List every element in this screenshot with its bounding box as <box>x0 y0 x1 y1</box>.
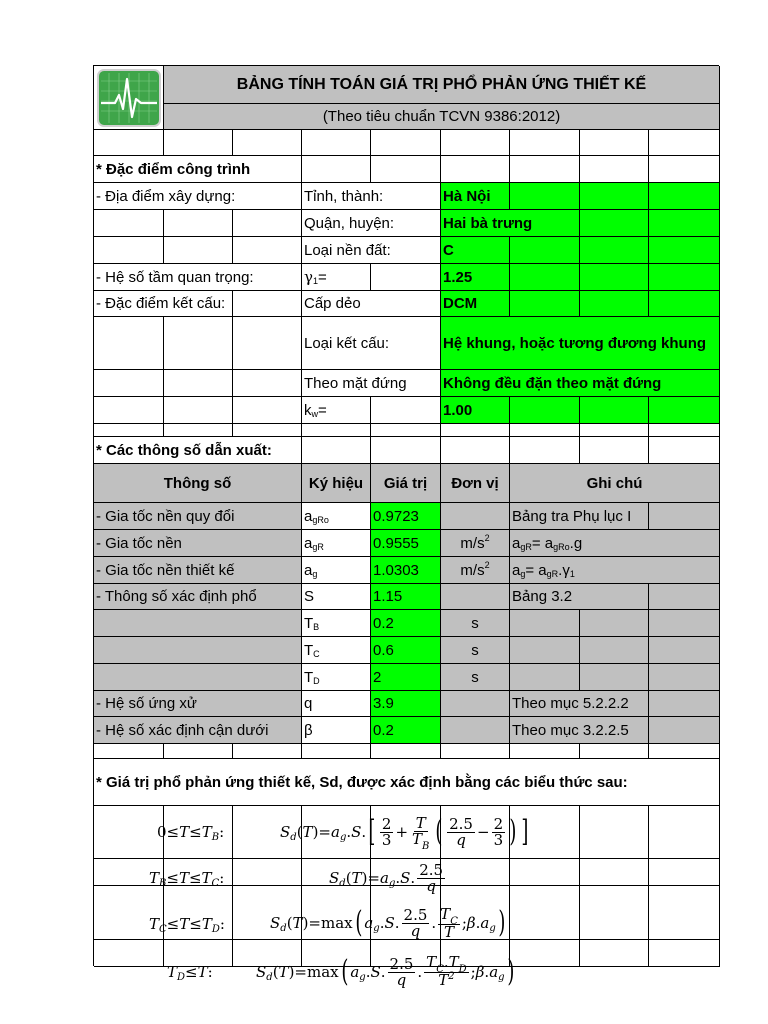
empty-cell <box>94 237 164 264</box>
empty-cell <box>371 397 441 424</box>
empty-cell <box>649 503 720 530</box>
param-unit: m/s 2 <box>441 530 510 557</box>
elevation-input[interactable]: Không đều đặn theo mặt đứng <box>441 370 720 397</box>
empty-cell <box>649 130 720 156</box>
empty-cell <box>441 859 510 886</box>
empty-cell <box>441 437 510 464</box>
province-input[interactable]: Hà Nội <box>441 183 510 210</box>
district-input[interactable]: Hai bà trưng <box>441 210 580 237</box>
empty-cell <box>649 691 720 717</box>
empty-cell <box>302 424 371 437</box>
empty-cell <box>510 637 580 664</box>
empty-cell <box>580 424 649 437</box>
empty-cell <box>580 397 649 424</box>
param-unit <box>441 584 510 610</box>
empty-cell <box>233 744 302 759</box>
empty-cell <box>649 886 720 940</box>
empty-cell <box>649 210 720 237</box>
empty-cell <box>510 940 580 967</box>
empty-cell <box>580 291 649 317</box>
empty-cell <box>94 424 164 437</box>
param-unit <box>441 691 510 717</box>
empty-cell <box>94 130 164 156</box>
param-symbol: q <box>302 691 371 717</box>
empty-cell <box>164 130 233 156</box>
param-label <box>94 610 302 637</box>
section-heading-spectrum: * Giá trị phổ phản ứng thiết kế, Sd, được xác định bằng các biểu thức sau: <box>94 759 720 806</box>
empty-cell <box>233 370 302 397</box>
param-label: - Thông số xác định phổ <box>94 584 302 610</box>
ductility-input[interactable]: DCM <box>441 291 510 317</box>
formula-2-expression: S d ( T )= a g . S . $\frac{2.5}{q}$ <box>329 860 444 895</box>
empty-cell <box>371 424 441 437</box>
heartbeat-monitor-icon <box>97 69 161 127</box>
empty-cell <box>649 264 720 291</box>
empty-cell <box>510 886 580 940</box>
empty-cell <box>580 210 649 237</box>
empty-cell <box>94 317 164 370</box>
structure-type-label: Loại kết cấu: <box>302 317 441 370</box>
empty-cell <box>371 156 441 183</box>
empty-cell <box>233 317 302 370</box>
empty-cell <box>580 130 649 156</box>
empty-cell <box>649 744 720 759</box>
empty-cell <box>94 210 164 237</box>
formula-2-condition: T B ≤T≤T C : <box>149 869 225 889</box>
param-label <box>94 664 302 691</box>
empty-cell <box>649 291 720 317</box>
empty-cell <box>580 744 649 759</box>
empty-cell <box>510 156 580 183</box>
empty-cell <box>441 156 510 183</box>
param-unit: m/s 2 <box>441 557 510 584</box>
district-label: Quận, huyện: <box>302 210 441 237</box>
empty-cell <box>233 130 302 156</box>
sheet-subtitle: (Theo tiêu chuẩn TCVN 9386:2012) <box>164 104 720 130</box>
empty-cell <box>649 156 720 183</box>
param-note: Theo mục 5.2.2.2 <box>510 691 649 717</box>
param-value[interactable]: 1.0303 <box>371 557 441 584</box>
column-header-value: Giá trị <box>371 464 441 503</box>
soil-label: Loại nền đất: <box>302 237 441 264</box>
param-symbol: a gRo <box>302 503 371 530</box>
empty-cell <box>649 637 720 664</box>
elevation-label: Theo mặt đứng <box>302 370 441 397</box>
empty-cell <box>510 424 580 437</box>
empty-cell <box>510 664 580 691</box>
empty-cell <box>94 940 164 967</box>
empty-cell <box>164 237 233 264</box>
empty-cell <box>580 637 649 664</box>
formula-4-expression: S d ( T )=max ( a g . S . $\frac{2.5}{q}$ . $\frac{T_C.T_D}{T^2}$ ; β . a g ) <box>256 952 514 989</box>
param-symbol: T C <box>302 637 371 664</box>
empty-cell <box>580 264 649 291</box>
empty-cell <box>510 237 580 264</box>
param-value[interactable]: 0.9555 <box>371 530 441 557</box>
empty-cell <box>164 744 233 759</box>
column-header-param: Thông số <box>94 464 302 503</box>
param-note: a g = a gR .γ 1 <box>510 557 720 584</box>
param-value[interactable]: 0.2 <box>371 610 441 637</box>
empty-cell <box>649 717 720 744</box>
empty-cell <box>233 859 302 886</box>
empty-cell <box>510 397 580 424</box>
empty-cell <box>371 744 441 759</box>
empty-cell <box>649 397 720 424</box>
param-label: - Gia tốc nền thiết kế <box>94 557 302 584</box>
param-unit <box>441 503 510 530</box>
param-unit <box>441 717 510 744</box>
empty-cell <box>164 397 233 424</box>
empty-cell <box>649 584 720 610</box>
column-header-note: Ghi chú <box>510 464 720 503</box>
empty-cell <box>94 397 164 424</box>
empty-cell <box>580 437 649 464</box>
empty-cell <box>94 744 164 759</box>
section-heading-derived: * Các thông số dẫn xuất: <box>94 437 302 464</box>
empty-cell <box>649 859 720 886</box>
empty-cell <box>649 437 720 464</box>
empty-cell <box>510 130 580 156</box>
param-value[interactable]: 3.9 <box>371 691 441 717</box>
empty-cell <box>510 183 580 210</box>
empty-cell <box>371 130 441 156</box>
empty-cell <box>94 806 164 859</box>
param-unit: s <box>441 664 510 691</box>
param-symbol: a g <box>302 557 371 584</box>
param-label: - Gia tốc nền <box>94 530 302 557</box>
param-note: Theo mục 3.2.2.5 <box>510 717 649 744</box>
gamma-symbol: γ 1 = <box>302 264 371 291</box>
empty-cell <box>649 806 720 859</box>
gamma-input[interactable]: 1.25 <box>441 264 510 291</box>
empty-cell <box>371 264 441 291</box>
formula-3-condition: T C ≤T≤T D : <box>149 915 225 935</box>
location-label: - Địa điểm xây dựng: <box>94 183 302 210</box>
soil-input[interactable]: C <box>441 237 510 264</box>
province-label: Tỉnh, thành: <box>302 183 441 210</box>
empty-cell <box>233 397 302 424</box>
param-value[interactable]: 1.15 <box>371 584 441 610</box>
empty-cell <box>580 664 649 691</box>
empty-cell <box>510 610 580 637</box>
formula-4-condition: T D ≤T : <box>167 963 213 983</box>
empty-cell <box>302 437 371 464</box>
empty-cell <box>580 886 649 940</box>
empty-cell <box>233 291 302 317</box>
empty-cell <box>94 370 164 397</box>
param-unit: s <box>441 610 510 637</box>
param-value[interactable]: 0.6 <box>371 637 441 664</box>
empty-cell <box>441 130 510 156</box>
importance-label: - Hệ số tầm quan trọng: <box>94 264 302 291</box>
empty-cell <box>580 610 649 637</box>
param-note: Bảng tra Phụ lục I <box>510 503 649 530</box>
empty-cell <box>441 424 510 437</box>
empty-cell <box>649 237 720 264</box>
empty-cell <box>233 424 302 437</box>
param-symbol: T D <box>302 664 371 691</box>
empty-cell <box>580 859 649 886</box>
empty-cell <box>164 424 233 437</box>
sheet-title: BẢNG TÍNH TOÁN GIÁ TRỊ PHỔ PHẢN ỨNG THIẾT KẾ <box>164 66 720 104</box>
column-header-unit: Đơn vị <box>441 464 510 503</box>
param-label: - Hệ số xác định cận dưới <box>94 717 302 744</box>
formula-1-expression: S d ( T )= a g . S . [ $\frac{2}{3}$ + $\frac{T}{T_B}$ ( $\frac{2.5}{q}$ − $\frac{2}{3}$ ) ] <box>280 813 529 852</box>
empty-cell <box>580 183 649 210</box>
section-heading-building: * Đặc điểm công trình <box>94 156 302 183</box>
param-symbol: S <box>302 584 371 610</box>
param-note: a gR = a gRo .g <box>510 530 720 557</box>
param-note: Bảng 3.2 <box>510 584 649 610</box>
param-label <box>94 637 302 664</box>
param-symbol: β <box>302 717 371 744</box>
formula-1-condition: 0 ≤T≤T B : <box>157 823 225 843</box>
empty-cell <box>233 210 302 237</box>
empty-cell <box>649 664 720 691</box>
ductility-label: Cấp dẻo <box>302 291 441 317</box>
kw-input[interactable]: 1.00 <box>441 397 510 424</box>
empty-cell <box>649 424 720 437</box>
param-value[interactable]: 0.9723 <box>371 503 441 530</box>
structure-label: - Đặc điểm kết cấu: <box>94 291 233 317</box>
param-unit: s <box>441 637 510 664</box>
param-value[interactable]: 2 <box>371 664 441 691</box>
empty-cell <box>371 437 441 464</box>
empty-cell <box>649 610 720 637</box>
empty-cell <box>580 237 649 264</box>
empty-cell <box>510 744 580 759</box>
empty-cell <box>510 264 580 291</box>
empty-cell <box>510 291 580 317</box>
empty-cell <box>649 183 720 210</box>
empty-cell <box>580 806 649 859</box>
param-symbol: a gR <box>302 530 371 557</box>
empty-cell <box>510 859 580 886</box>
empty-cell <box>164 370 233 397</box>
empty-cell <box>302 130 371 156</box>
empty-cell <box>580 940 649 967</box>
empty-cell <box>510 437 580 464</box>
empty-cell <box>580 156 649 183</box>
param-symbol: T B <box>302 610 371 637</box>
param-label: - Gia tốc nền quy đổi <box>94 503 302 530</box>
param-label: - Hệ số ứng xử <box>94 691 302 717</box>
formula-3-expression: S d ( T )=max ( a g . S . $\frac{2.5}{q}$ . $\frac{T_C}{T}$ ; β . a g ) <box>270 904 506 941</box>
logo-cell <box>94 66 164 130</box>
empty-cell <box>164 317 233 370</box>
empty-cell <box>649 940 720 967</box>
param-value[interactable]: 0.2 <box>371 717 441 744</box>
column-header-symbol: Ký hiệu <box>302 464 371 503</box>
empty-cell <box>164 210 233 237</box>
empty-cell <box>441 744 510 759</box>
structure-type-input[interactable]: Hệ khung, hoặc tương đương khung <box>441 317 720 370</box>
empty-cell <box>233 237 302 264</box>
empty-cell <box>302 156 371 183</box>
empty-cell <box>302 744 371 759</box>
kw-symbol: k w = <box>302 397 371 424</box>
